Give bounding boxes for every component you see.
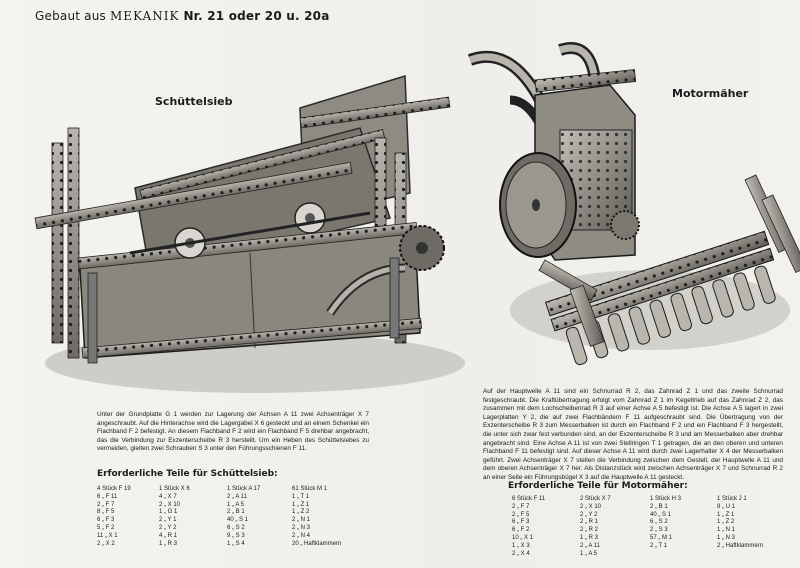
parts-entry: 6 „ S 2 bbox=[227, 524, 245, 531]
parts-entry: 5 „ F 2 bbox=[97, 524, 115, 531]
parts-entry: 2 „ S 3 bbox=[650, 527, 668, 534]
parts-entry: 10 „ X 1 bbox=[512, 534, 534, 541]
parts-entry: 4 Stück F 19 bbox=[97, 486, 131, 492]
parts-column bbox=[512, 496, 545, 558]
parts-entry: 1 „ Z 1 bbox=[292, 501, 310, 508]
parts-entry: 2 „ N 4 bbox=[292, 532, 311, 539]
motormaeher-parts-list bbox=[512, 496, 792, 560]
parts-entry: 1 „ N 3 bbox=[717, 534, 736, 541]
parts-entry: 8 „ U 1 bbox=[717, 503, 736, 510]
parts-entry: 2 „ X 2 bbox=[97, 540, 115, 547]
parts-entry: 2 „ A 11 bbox=[227, 493, 247, 500]
parts-entry: 6 „ F 11 bbox=[97, 493, 118, 500]
parts-entry: 40 „ S 1 bbox=[227, 517, 249, 524]
parts-entry: 2 „ Y 2 bbox=[159, 524, 177, 531]
parts-entry: 57 „ M 1 bbox=[650, 534, 673, 541]
parts-entry: 2 „ B 1 bbox=[227, 509, 245, 516]
parts-entry: 20 „ Haftklammern bbox=[292, 540, 342, 547]
parts-entry: 2 „ X 10 bbox=[159, 501, 181, 508]
schuettelsieb-photo bbox=[30, 68, 460, 418]
parts-entry: 1 Stück J 1 bbox=[717, 496, 747, 502]
parts-column bbox=[227, 486, 260, 548]
parts-entry: 2 „ T 1 bbox=[650, 542, 668, 549]
header-brand: MEKANIK bbox=[110, 9, 180, 23]
parts-entry: 2 „ F 7 bbox=[97, 501, 115, 508]
parts-entry: 1 „ R 3 bbox=[580, 534, 599, 541]
parts-entry: 1 „ A 5 bbox=[580, 550, 598, 557]
parts-entry: 1 „ Z 2 bbox=[292, 509, 310, 516]
parts-entry: 2 „ X 10 bbox=[580, 503, 602, 510]
parts-entry: 11 „ X 1 bbox=[97, 532, 118, 539]
parts-entry: 2 „ N 1 bbox=[292, 517, 311, 524]
parts-entry: 6 „ F 3 bbox=[97, 517, 115, 524]
parts-entry: 1 „ N 1 bbox=[717, 527, 736, 534]
parts-entry: 2 Stück X 7 bbox=[580, 496, 611, 502]
parts-entry: 2 „ B 1 bbox=[650, 503, 668, 510]
header-prefix: Gebaut aus bbox=[35, 9, 106, 23]
motormaeher-photo bbox=[450, 40, 795, 380]
parts-entry: 1 Stück X 6 bbox=[159, 486, 190, 492]
parts-column bbox=[159, 486, 190, 548]
parts-column bbox=[97, 486, 131, 548]
parts-entry: 1 „ A 5 bbox=[227, 501, 245, 508]
parts-entry: 2 „ Haftklammern bbox=[717, 542, 764, 549]
parts-entry: 40 „ S 1 bbox=[650, 511, 672, 518]
parts-column bbox=[717, 496, 763, 551]
motormaeher-description bbox=[483, 388, 783, 481]
parts-entry: 6 „ F 2 bbox=[512, 527, 530, 534]
parts-entry: 61 Stück M 1 bbox=[292, 486, 328, 492]
header-model: Nr. 21 oder 20 u. 20a bbox=[183, 9, 330, 23]
motormaeher-title: Motormäher bbox=[672, 87, 749, 100]
parts-entry: 2 „ F 5 bbox=[512, 511, 530, 518]
parts-entry: 1 „ S 4 bbox=[227, 540, 245, 547]
schuettelsieb-description-text: Unter der Grundplatte G 1 werden zur Lagerung der Achsen A 11 zwei Achsenträger X 7 angeschraubt. Auf die Hinterachse wird die Lagergabel X 6 gesteckt und an einem Schenkel ein Flachband F 2 befestigt. An diesem Flachband F 2 wird ein Flachband F 5 drehbar angebracht, das die Verbindung zur Exzenterscheibe R 3 herstellt. Um ein Heben des Schüttelsiebes zu vermeiden, gleiten zwei Schrauben S 3 unter den Führungsschienen F 11. bbox=[97, 411, 369, 453]
parts-entry: 1 „ Z 1 bbox=[717, 511, 735, 518]
parts-entry: 2 „ A 11 bbox=[580, 542, 600, 549]
parts-entry: 6 „ S 2 bbox=[650, 519, 668, 526]
parts-entry: 6 Stück F 11 bbox=[512, 496, 546, 502]
parts-entry: 1 „ X 3 bbox=[512, 542, 530, 549]
parts-column bbox=[650, 496, 681, 551]
parts-entry: 8 „ F 5 bbox=[97, 509, 115, 516]
parts-entry: 2 „ R 2 bbox=[580, 527, 599, 534]
parts-entry: 6 „ F 3 bbox=[512, 519, 530, 526]
schuettelsieb-parts-heading: Erforderliche Teile für Schüttelsieb: bbox=[97, 469, 278, 479]
parts-entry: 1 „ Z 2 bbox=[717, 519, 735, 526]
parts-entry: 2 „ N 3 bbox=[292, 524, 311, 531]
parts-entry: 2 „ F 7 bbox=[512, 503, 530, 510]
parts-entry: 2 „ Y 1 bbox=[159, 517, 177, 524]
parts-entry: 1 „ R 3 bbox=[159, 540, 178, 547]
parts-entry: 1 „ T 1 bbox=[292, 493, 310, 500]
parts-entry: 1 Stück H 3 bbox=[650, 496, 682, 502]
parts-entry: 2 „ R 1 bbox=[580, 519, 599, 526]
parts-column bbox=[580, 496, 611, 558]
parts-entry: 4 „ R 1 bbox=[159, 532, 178, 539]
parts-entry: 4 „ X 7 bbox=[159, 493, 177, 500]
parts-column bbox=[292, 486, 341, 548]
motormaeher-description-text: Auf der Hauptwelle A 11 sind ein Schnurrad R 2, das Zahnrad Z 1 und das zweite Schnurrad festgeschraubt. Die Kraftübertragung erfolgt vom Zahnrad Z 1 im Kegeltrieb auf das Zahnrad Z 2, das zusammen mit dem Lochscheibenrad R 3 auf einer Achse A 5 befestigt ist. Die Achse A 5 lagert in zwei Lagerplatten Y 2, die auf zwei Flachbändern F 11 aufgeschraubt sind. Die Übertragung von der Exzenterscheibe R 3 zum Messerbalken ist durch ein Flachband F 2 und ein Flachband F 3 hergestellt, die unter sich zwar fest verbunden sind, an der Exzenterscheibe R 3 und am Messerbalken aber drehbar angebracht sind. Eine Achse A 11 ist von zwei Stellringen T 1 getragen, die an den oberen und unteren Flachband F 11 befestigt sind. Auf dieser Achse A 11 wird durch zwei Lagerhalter X 4 der Messerbalken geführt. Zwei Achsenträger X 7 stellen die Verbindung zwischen dem Gestell, der Hauptwelle A 11 und dem oberen Achsenträger X 7 her. Als Distanzstück wird zwischen Achsenträger X 7 und Schnurrad R 2 an einer Seite ein Führungsbügel X 3 auf die Hauptwelle A 11 gesteckt. bbox=[483, 388, 783, 481]
parts-entry: 2 „ Y 2 bbox=[580, 511, 598, 518]
schuettelsieb-parts-list bbox=[97, 486, 367, 550]
motormaeher-parts-heading: Erforderliche Teile für Motormäher: bbox=[508, 481, 688, 491]
parts-entry: 2 „ X 4 bbox=[512, 550, 530, 557]
schuettelsieb-description bbox=[97, 411, 369, 469]
schuettelsieb-title: Schüttelsieb bbox=[155, 95, 233, 108]
parts-entry: 9 „ S 3 bbox=[227, 532, 245, 539]
parts-entry: 1 „ G 1 bbox=[159, 509, 178, 516]
page-header bbox=[35, 9, 330, 23]
parts-entry: 1 Stück A 17 bbox=[227, 486, 261, 492]
